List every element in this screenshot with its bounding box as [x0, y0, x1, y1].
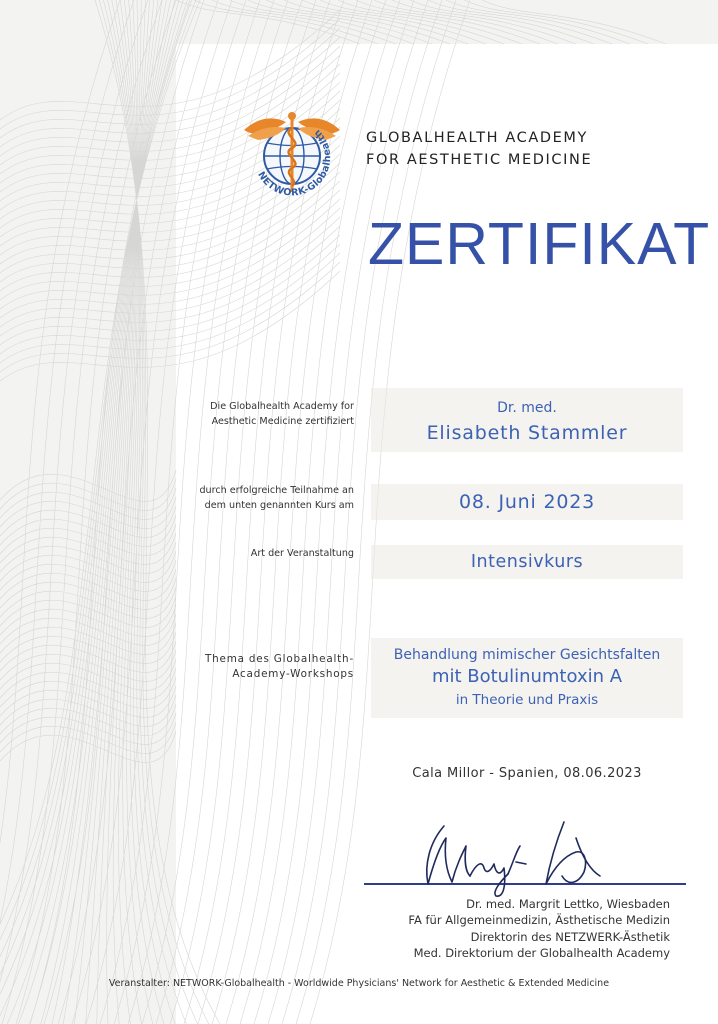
topic-label [205, 652, 354, 682]
certificate-title: ZERTIFIKAT [368, 211, 711, 277]
recipient-field [371, 388, 683, 452]
organizer-footer: Veranstalter: NETWORK-Globalhealth - Worldwide Physicians' Network for Aesthetic & Extended Medicine [108, 978, 610, 989]
handwritten-signature [400, 812, 640, 902]
topic-line-2: mit Botulinumtoxin A [431, 666, 623, 687]
topic-line-3: in Theorie und Praxis [455, 692, 599, 708]
participation-label [199, 483, 354, 513]
certifies-label-line-2: Aesthetic Medicine zertifiziert [211, 416, 354, 427]
course-date: 08. Juni 2023 [371, 484, 683, 520]
signer-block [340, 896, 670, 961]
academy-name [366, 127, 592, 171]
participation-label-line-2: dem unten genannten Kurs am [204, 500, 354, 511]
event-type-label: Art der Veranstaltung [250, 548, 354, 559]
caduceus-globe-logo [236, 100, 348, 208]
topic-line-1: Behandlung mimischer Gesichtsfalten [393, 647, 661, 663]
topic-field [371, 638, 683, 718]
signer-board: Med. Direktorium der Globalhealth Academy [413, 945, 670, 960]
certifies-label-line-1: Die Globalhealth Academy for [210, 401, 354, 412]
topic-label-line-2: Academy-Workshops [232, 668, 354, 680]
signer-name: Dr. med. Margrit Lettko, Wiesbaden [466, 897, 670, 911]
logo-ring-text: NETWORK-Globalhealth [255, 127, 334, 199]
recipient-name: Elisabeth Stammler [426, 422, 628, 444]
event-type-value: Intensivkurs [371, 545, 683, 579]
participation-label-line-1: durch erfolgreiche Teilnahme an [199, 485, 354, 496]
recipient-title: Dr. med. [497, 400, 557, 416]
place-date: Cala Millor - Spanien, 08.06.2023 [412, 766, 642, 781]
certifies-label [210, 399, 354, 429]
academy-line-1: GLOBALHEALTH ACADEMY [366, 130, 588, 146]
academy-line-2: FOR AESTHETIC MEDICINE [366, 152, 593, 168]
signer-qualification: FA für Allgemeinmedizin, Ästhetische Medizin [408, 913, 670, 928]
topic-label-line-1: Thema des Globalhealth- [204, 653, 354, 665]
signer-role: Direktorin des NETZWERK-Ästhetik [470, 929, 670, 944]
